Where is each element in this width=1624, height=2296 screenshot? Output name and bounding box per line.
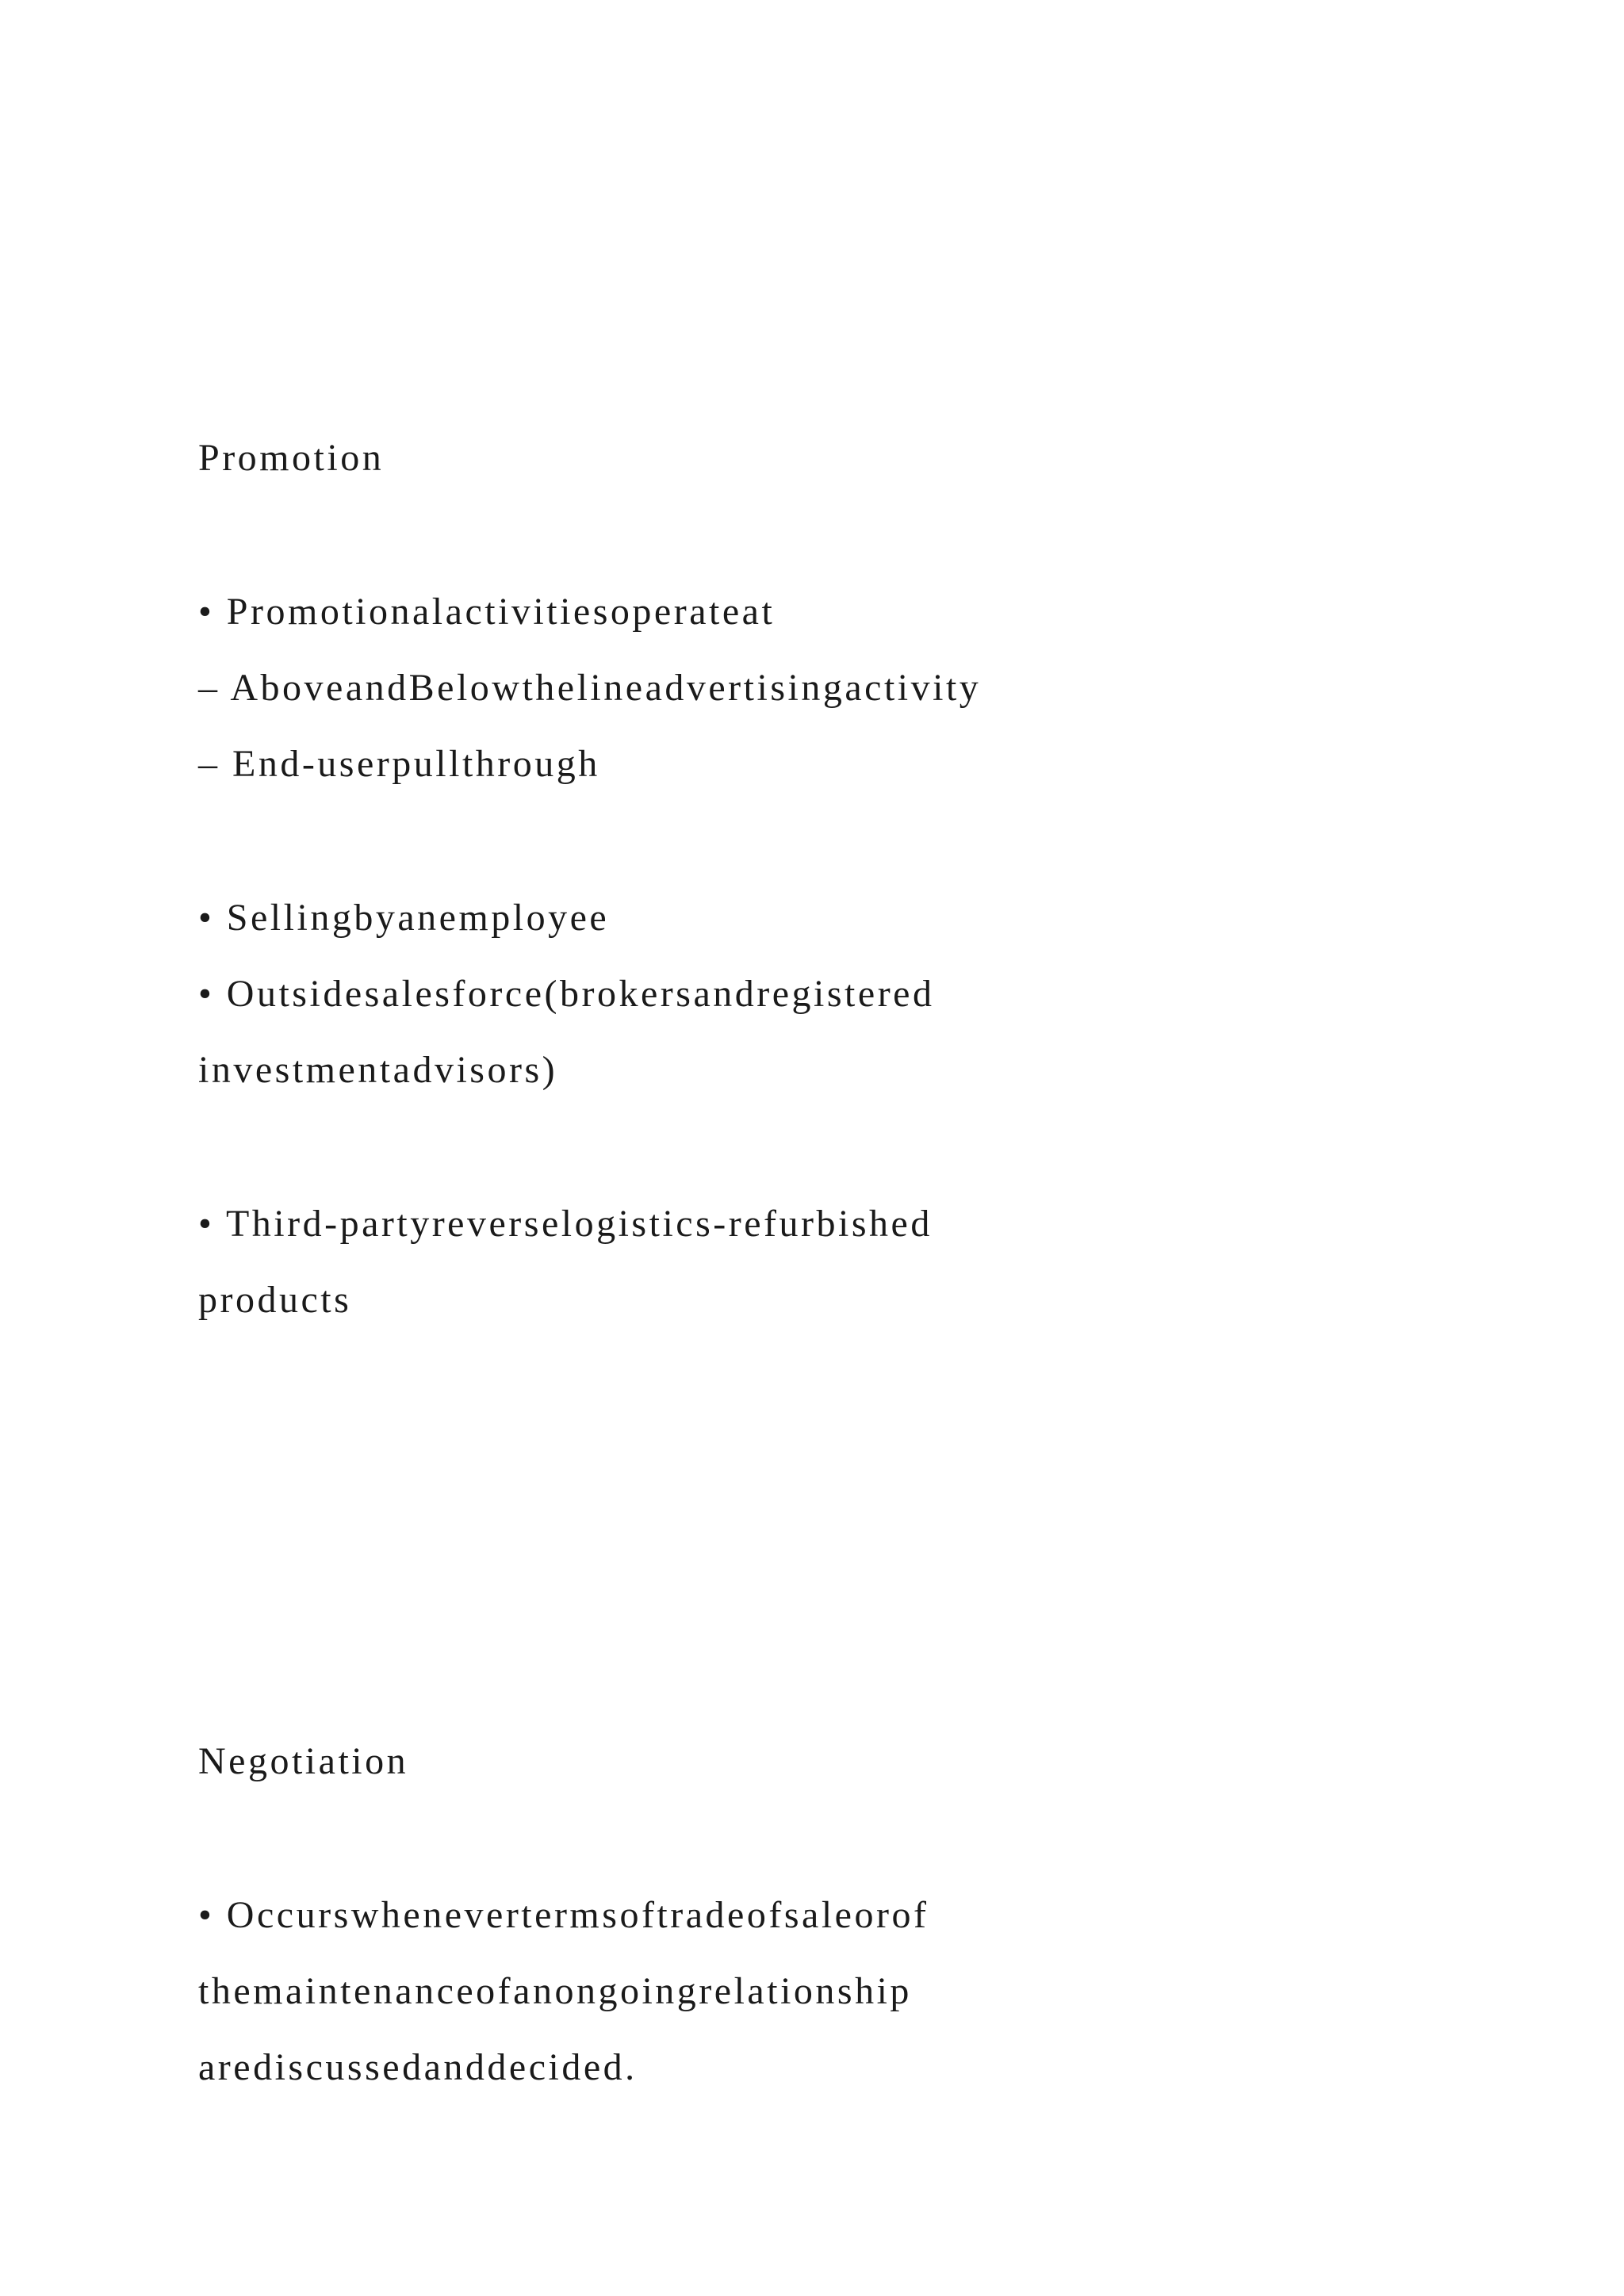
- section-heading-promotion: Promotion: [198, 437, 385, 479]
- promotion-line: – End-userpullthrough: [198, 743, 600, 785]
- negotiation-line: themaintenanceofanongoingrelationship: [198, 1970, 912, 2012]
- negotiation-line: arediscussedanddecided.: [198, 2046, 638, 2088]
- promotion-line: • Third-partyreverselogistics-refurbished: [198, 1203, 933, 1245]
- promotion-line: investmentadvisors): [198, 1049, 558, 1091]
- promotion-line: – AboveandBelowthelineadvertisingactivity: [198, 667, 982, 709]
- promotion-line: • Promotionalactivitiesoperateat: [198, 591, 776, 633]
- promotion-line: • Sellingbyanemployee: [198, 897, 610, 939]
- section-heading-negotiation: Negotiation: [198, 1740, 409, 1782]
- promotion-line: products: [198, 1279, 352, 1321]
- promotion-line: • Outsidesalesforce(brokersandregistered: [198, 973, 935, 1015]
- negotiation-line: • Occurswhenevertermsoftradeofsaleorof: [198, 1894, 929, 1936]
